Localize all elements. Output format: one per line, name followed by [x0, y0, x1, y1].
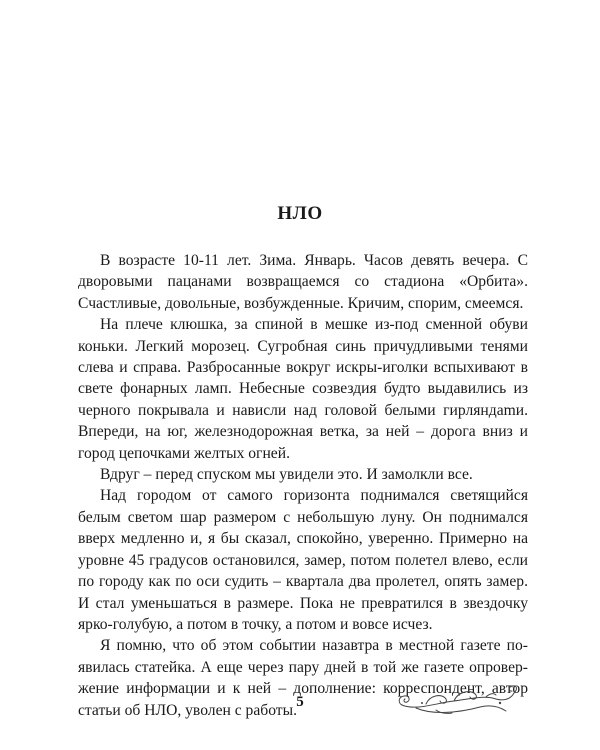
paragraph: В возрасте 10-11 лет. Зима. Январь. Часов девять вечера. С дворовыми пацанами возвращаемся со стадиона «Орбита». Счастливые, довольные, возбужденные. Кричим, спорим, смеемся.	[78, 252, 528, 312]
body-text	[78, 250, 528, 721]
paragraph: Я помню, что об этом событии назавтра в местной газете появилась статейка. А еще через пару дней в той же газете опровержение информации и к ней – дополнение: корреспондент, автор статьи об НЛО, уволен с работы.	[78, 637, 528, 719]
page-number: 5	[296, 694, 304, 710]
paragraph: Вдруг – перед спуском мы увидели это. И замолкли все.	[100, 466, 473, 484]
flourish-ornament-icon	[396, 683, 520, 719]
paragraph: Над городом от самого горизонта поднимался светящийся белым светом шар размером с небольшую луну. Он поднимался вверх медленно и, я бы сказал, спокойно, уверенно. Примерно на уровне 45 градусов остановился, замер, потом полетел влево, если по городу как по оси судить – квартала два пролетел, опять замер. И стал уменьшаться в размере. Пока не превратился в звездочку ярко-голубую, а потом в точку, а потом и вовсе исчез.	[78, 487, 528, 633]
chapter-title: НЛО	[277, 203, 323, 224]
paragraph: На плече клюшка, за спиной в мешке из-под сменной обуви коньки. Легкий морозец. Сугробная синь причудливыми тенями слева и справа. Разбросанные вокруг искры-иголки вспыхивают в свете фонарных ламп. Небесные созвездия будто выдавились из черного покрывала и нависли над головой белыми гирляндаmи. Впереди, на юг, железнодорожная ветка, за ней – дорога вниз и город цепочками желтых огней.	[78, 316, 528, 462]
